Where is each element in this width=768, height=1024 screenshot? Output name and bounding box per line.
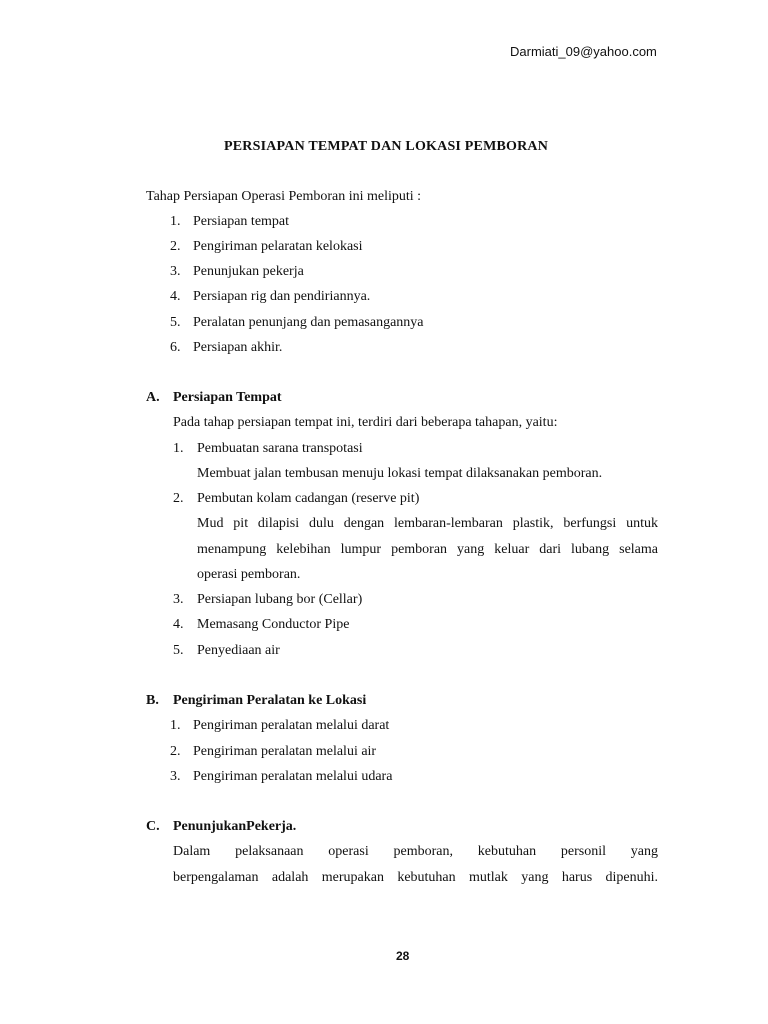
section-b-letter: B. (146, 693, 159, 708)
list-item-number: 1. (170, 214, 181, 229)
list-item-number: 3. (173, 592, 184, 607)
list-item-description: Membuat jalan tembusan menuju lokasi tempat dilaksanakan pemboran. (197, 466, 603, 481)
list-item-description: Mud pit dilapisi dulu dengan lembaran-lembaran plastik, berfungsi untuk (197, 516, 658, 531)
list-item: Penunjukan pekerja (193, 264, 304, 279)
list-item-number: 2. (170, 744, 181, 759)
list-item-number: 4. (173, 617, 184, 632)
list-item: Persiapan akhir. (193, 340, 283, 355)
list-item-number: 3. (170, 769, 181, 784)
section-a-letter: A. (146, 390, 160, 405)
page-number: 28 (396, 949, 410, 963)
intro-text: Tahap Persiapan Operasi Pemboran ini meliputi : (146, 189, 422, 204)
list-item: Pembutan kolam cadangan (reserve pit) (197, 491, 420, 506)
list-item-number: 5. (173, 643, 184, 658)
list-item-number: 2. (173, 491, 184, 506)
header-email: Darmiati_09@yahoo.com (510, 44, 657, 59)
list-item-number: 6. (170, 340, 181, 355)
list-item-number: 4. (170, 289, 181, 304)
section-b-heading: Pengiriman Peralatan ke Lokasi (173, 693, 367, 708)
section-c-heading: PenunjukanPekerja. (173, 819, 297, 834)
list-item-number: 5. (170, 315, 181, 330)
list-item: Memasang Conductor Pipe (197, 617, 350, 632)
section-c-paragraph-line: berpengalaman adalah merupakan kebutuhan mutlak yang harus dipenuhi. (173, 870, 658, 885)
list-item: Persiapan rig dan pendiriannya. (193, 289, 371, 304)
list-item: Pembuatan sarana transpotasi (197, 441, 363, 456)
list-item-number: 3. (170, 264, 181, 279)
list-item: Peralatan penunjang dan pemasangannya (193, 315, 424, 330)
list-item: Persiapan tempat (193, 214, 290, 229)
section-c-paragraph-line: Dalam pelaksanaan operasi pemboran, kebutuhan personil yang (173, 844, 658, 859)
list-item-description: menampung kelebihan lumpur pemboran yang keluar dari lubang selama (197, 542, 658, 557)
section-a-heading: Persiapan Tempat (173, 390, 282, 405)
list-item: Pengiriman peralatan melalui air (193, 744, 377, 759)
list-item: Pengiriman pelaratan kelokasi (193, 239, 363, 254)
list-item-number: 1. (170, 718, 181, 733)
section-a-intro: Pada tahap persiapan tempat ini, terdiri dari beberapa tahapan, yaitu: (173, 415, 558, 430)
list-item-number: 1. (173, 441, 184, 456)
list-item: Persiapan lubang bor (Cellar) (197, 592, 363, 607)
list-item: Pengiriman peralatan melalui udara (193, 769, 393, 784)
list-item-description: operasi pemboran. (197, 567, 301, 582)
list-item: Penyediaan air (197, 643, 280, 658)
list-item-number: 2. (170, 239, 181, 254)
list-item: Pengiriman peralatan melalui darat (193, 718, 390, 733)
section-c-letter: C. (146, 819, 160, 834)
page-title: PERSIAPAN TEMPAT DAN LOKASI PEMBORAN (224, 139, 549, 154)
